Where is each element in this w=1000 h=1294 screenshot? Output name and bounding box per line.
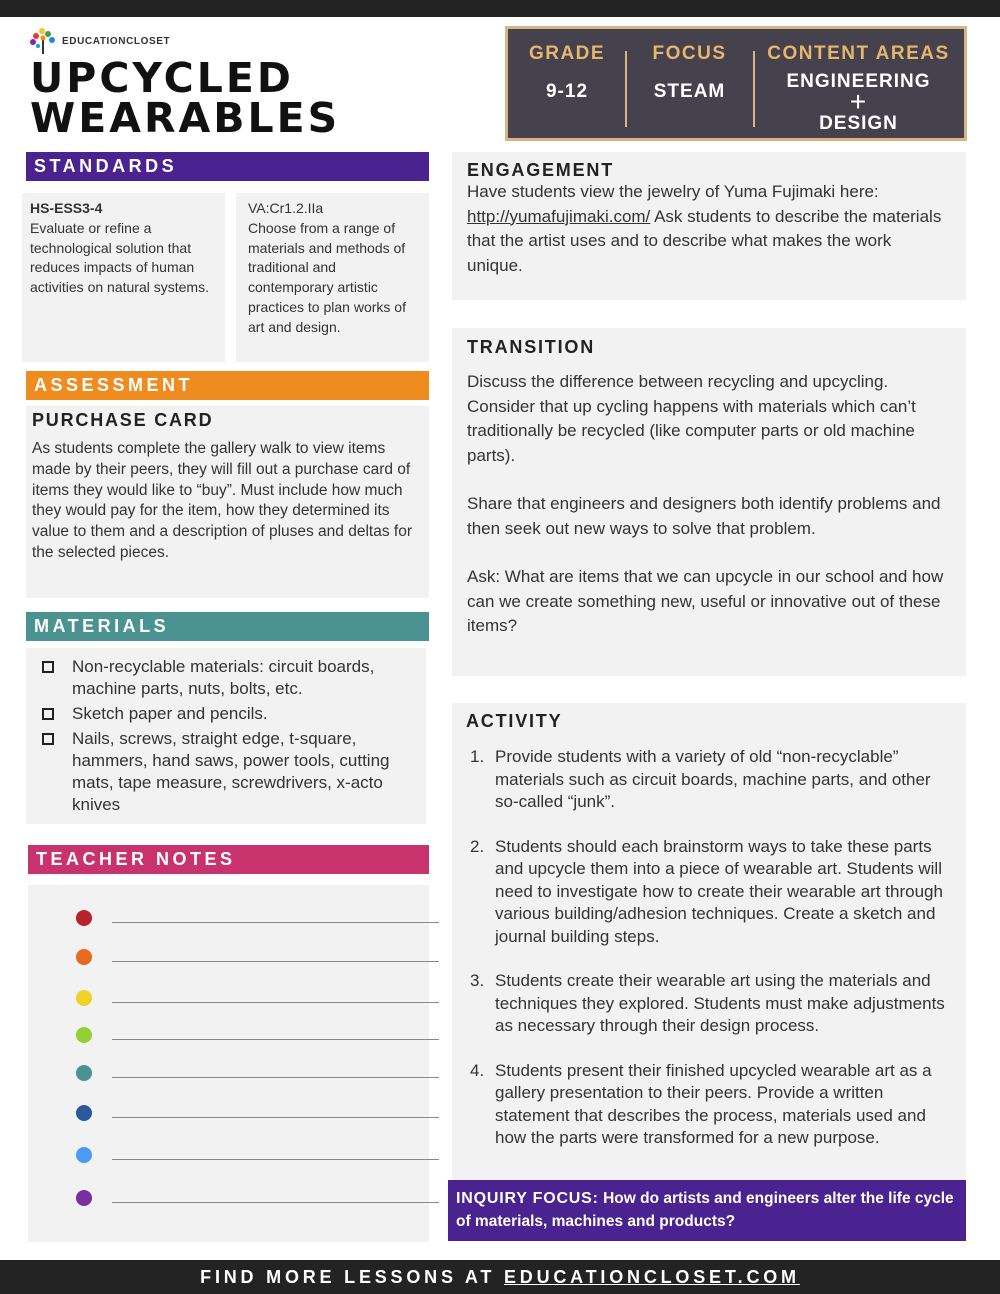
assessment-subtitle: PURCHASE CARD [32,410,214,430]
standard-code: HS-ESS3-4 [30,200,103,216]
activity-step: 1. Provide students with a variety of old “non-recyclable” materials such as circuit boards, machine parts, and other so-called “junk”. [470,747,931,811]
footer-prefix: FIND MORE LESSONS AT [200,1267,504,1287]
note-line[interactable] [76,949,439,969]
checkbox-icon[interactable] [42,733,54,745]
note-line[interactable] [76,1065,439,1085]
assessment-text: As students complete the gallery walk to view items made by their peers, they will fill out a purchase card of items they would like to “buy”. Must include how much they would pay for the item, how they determined its value to them and a description of pluses and deltas for the selected pieces. [32,440,412,561]
dot-icon [76,1105,92,1121]
artist-link[interactable]: http://yumafujimaki.com/ [467,206,651,226]
note-line[interactable] [76,1027,439,1047]
dot-icon [76,949,92,965]
teacher-notes-area [28,885,429,1242]
dot-icon [76,1065,92,1081]
page-title [30,54,430,142]
content-plus: + [849,86,868,117]
footer-bar [0,1260,1000,1294]
transition-header: TRANSITION [467,337,595,357]
inquiry-focus-banner [448,1180,966,1241]
materials-header: MATERIALS [26,612,429,641]
dot-icon [76,910,92,926]
content-areas-label: CONTENT AREAS [767,43,950,64]
dot-icon [76,1147,92,1163]
grade-column [508,29,626,138]
engagement-header: ENGAGEMENT [467,160,615,180]
note-line[interactable] [76,1147,439,1167]
assessment-header: ASSESSMENT [26,371,429,400]
transition-card [452,328,966,676]
inquiry-label: INQUIRY FOCUS: [456,1190,599,1207]
brand-logo[interactable] [28,26,170,56]
inquiry-text: How do artists and engineers alter the life cycle of materials, machines and products? [456,1190,954,1230]
material-item: Sketch paper and pencils. [42,703,418,725]
activity-step: 4. Students present their finished upcycled wearable art as a gallery presentation to their peers. Provide a written statement that describes the process, materials used and how the parts were transformed for a new purpose. [470,1060,932,1147]
dot-icon [76,1027,92,1043]
focus-column [626,29,753,138]
materials-list [26,648,426,824]
content-areas-column [753,29,964,138]
note-line[interactable] [76,990,439,1010]
grade-label: GRADE [528,43,606,64]
transition-paragraph: Ask: What are items that we can upcycle in our school and how can we create something new, useful or innovative out of these items? [467,567,944,635]
teacher-notes-header: TEACHER NOTES [28,845,429,874]
grade-value: 9-12 [545,81,589,102]
activity-card [452,703,966,1181]
activity-header: ACTIVITY [466,711,563,731]
checkbox-icon[interactable] [42,708,54,720]
standards-header: STANDARDS [26,152,429,181]
lesson-info-box [505,26,967,141]
focus-value: STEAM [653,81,726,102]
engagement-text: Have students view the jewelry of Yuma Fujimaki here: http://yumafujimaki.com/ Ask students to describe the materials that the artist uses and to describe what makes the work unique. [467,182,942,275]
footer-link[interactable]: EDUCATIONCLOSET.COM [503,1267,800,1287]
top-bar [0,0,1000,17]
standard-code: VA:Cr1.2.IIa [248,200,324,216]
material-item: Non-recyclable materials: circuit boards, machine parts, nuts, bolts, etc. [42,656,418,700]
activity-step: 2. Students should each brainstorm ways to take these parts and upcycle them into a piece of wearable art. Students will need to investigate how to create their wearable art through various building/adhesion techniques. Create a sketch and journal building steps. [470,836,943,946]
dot-icon [76,990,92,1006]
title-line-1: UPCYCLED [30,54,294,102]
title-line-2: WEARABLES [30,94,341,142]
focus-label: FOCUS [652,43,727,64]
assessment-card [26,406,429,598]
standard-card-right [236,193,429,362]
logo-tree-icon [28,26,58,56]
transition-paragraph: Share that engineers and designers both identify problems and then seek out new ways to solve that problem. [467,494,941,538]
material-item: Nails, screws, straight edge, t-square, hammers, hand saws, power tools, cutting mats, tape measure, screwdrivers, x-acto knives [42,728,418,816]
checkbox-icon[interactable] [42,661,54,673]
note-line[interactable] [76,1190,439,1210]
dot-icon [76,1190,92,1206]
standard-text: Choose from a range of materials and methods of traditional and contemporary artistic practices to plan works of art and design. [248,219,406,335]
activity-step: 3. Students create their wearable art using the materials and techniques they explored. Students must make adjustments as necessary through their design process. [470,971,945,1035]
content-area-1: ENGINEERING [786,71,931,92]
standard-card-left [22,193,225,362]
standard-text: Evaluate or refine a technological solution that reduces impacts of human activities on natural systems. [30,219,209,296]
content-area-2: DESIGN [819,113,898,134]
engagement-card [452,152,966,300]
logo-text: EDUCATIONCLOSET [62,35,171,47]
note-line[interactable] [76,910,439,930]
note-line[interactable] [76,1105,439,1125]
transition-paragraph: Discuss the difference between recycling and upcycling. Consider that up cycling happens with materials which can’t traditionally be recycled (like computer parts or old machine parts). [467,372,916,465]
